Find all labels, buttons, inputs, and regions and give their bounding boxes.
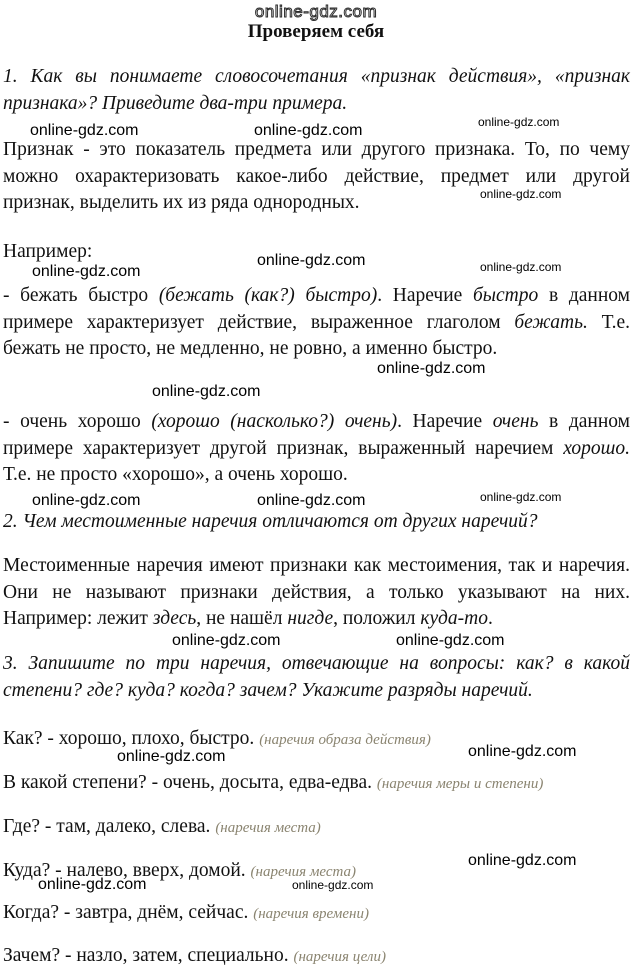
watermark: online-gdz.com [480, 187, 562, 201]
example-2: - очень хорошо (хорошо (насколько?) очень). Наречие очень в данном примере характеризует другой признак, выраженный наречием хорошо. Т.е. не просто «хорошо», а очень хорошо. [3, 411, 630, 485]
watermark: online-gdz.com [292, 878, 374, 892]
answer-line: В какой степени? - очень, досыта, едва-едва. (наречия меры и степени) [3, 772, 544, 793]
watermark: online-gdz.com [478, 115, 560, 129]
watermark: online-gdz.com [468, 852, 577, 869]
watermark: online-gdz.com [257, 252, 366, 269]
answer-1: Признак - это показатель предмета или другого признака. То, по чему можно охарактеризовать какое-либо действие, предмет или другой признак, выделить их из ряда однородных. [3, 139, 630, 213]
example-label: Например: [3, 241, 93, 262]
watermark: online-gdz.com [32, 263, 141, 280]
watermark: online-gdz.com [30, 122, 139, 139]
watermark: online-gdz.com [38, 876, 147, 893]
answer-line: Когда? - завтра, днём, сейчас. (наречия времени) [3, 902, 369, 923]
answer-line: Как? - хорошо, плохо, быстро. (наречия образа действия) [3, 728, 431, 749]
example-1: - бежать быстро (бежать (как?) быстро). Наречие быстро в данном примере характеризует действие, выраженное глаголом бежать. Т.е. бежать не просто, не медленно, не ровно, а именно быстро. [3, 285, 630, 359]
watermark: online-gdz.com [480, 490, 562, 504]
question-2: 2. Чем местоименные наречия отличаются от других наречий? [3, 511, 538, 532]
question-1: 1. Как вы понимаете словосочетания «признак действия», «признак признака»? Приведите два-три примера. [3, 66, 630, 114]
answer-line: Зачем? - назло, затем, специально. (наречия цели) [3, 945, 386, 966]
answer-2: Местоименные наречия имеют признаки как местоимения, так и наречия. Они не называют признаки действия, а только указывают на них. Например: лежит здесь, не нашёл нигде, положил куда-то. [3, 555, 630, 629]
watermark: online-gdz.com [117, 748, 226, 765]
question-3: 3. Запишите по три наречия, отвечающие на вопросы: как? в какой степени? где? куда? когда? зачем? Укажите разряды наречий. [3, 653, 630, 701]
page-title: Проверяем себя [247, 21, 385, 42]
watermark: online-gdz.com [32, 492, 141, 509]
watermark: online-gdz.com [377, 360, 486, 377]
watermark: online-gdz.com [396, 632, 505, 649]
watermark-top: online-gdz.com [254, 2, 378, 21]
answer-line: Куда? - налево, вверх, домой. (наречия места) [3, 860, 357, 881]
watermark: online-gdz.com [172, 632, 281, 649]
watermark: online-gdz.com [468, 743, 577, 760]
watermark: online-gdz.com [254, 122, 363, 139]
watermark: online-gdz.com [257, 492, 366, 509]
answer-line: Где? - там, далеко, слева. (наречия места) [3, 816, 321, 837]
watermark: online-gdz.com [480, 260, 562, 274]
watermark: online-gdz.com [152, 383, 261, 400]
